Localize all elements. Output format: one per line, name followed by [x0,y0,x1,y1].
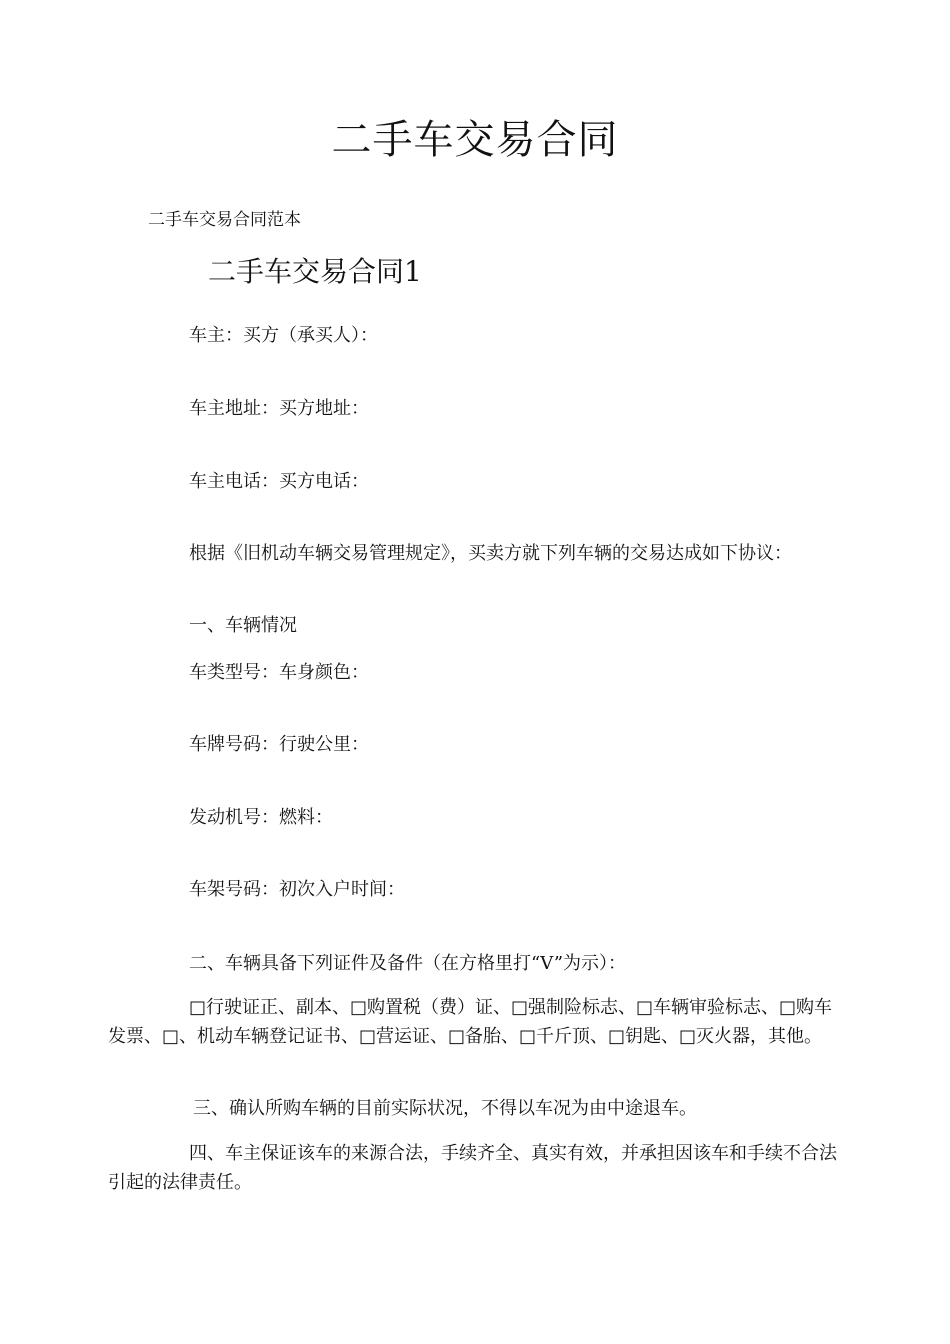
section2-heading: 二、车辆具备下列证件及备件（在方格里打“V”为示）： [189,953,627,974]
section2-items: □行驶证正、副本、□购置税（费）证、□强制险标志、□车辆审验标志、□购车发票、□、机动车辆登记证书、□营运证、□备胎、□千斤顶、□钥匙、□灭火器，其他。 [108,997,833,1047]
section3-paragraph: 三、确认所购车辆的目前实际状况，不得以车况为由中途退车。 [193,1098,697,1119]
vehicle-field-frame-date: 车架号码：初次入户时间： [189,879,405,900]
address-line: 车主地址：买方地址： [189,398,369,419]
section4-paragraph: 四、车主保证该车的来源合法，手续齐全、真实有效，并承担因该车和手续不合法引起的法律责任。 [108,1143,837,1193]
vehicle-field-plate-mileage: 车牌号码：行驶公里： [189,734,369,755]
document-title: 二手车交易合同 [331,117,619,163]
preamble-paragraph: 根据《旧机动车辆交易管理规定》，买卖方就下列车辆的交易达成如下协议： [189,543,792,564]
phone-line: 车主电话：买方电话： [189,471,369,492]
owner-buyer-line: 车主：买方（承买人）： [189,325,378,346]
vehicle-field-engine-fuel: 发动机号：燃料： [189,807,333,828]
contract-title: 二手车交易合同1 [208,255,422,288]
document-subtitle: 二手车交易合同范本 [148,210,301,230]
section1-heading: 一、车辆情况 [189,615,297,636]
vehicle-field-model-color: 车类型号：车身颜色： [189,662,369,683]
